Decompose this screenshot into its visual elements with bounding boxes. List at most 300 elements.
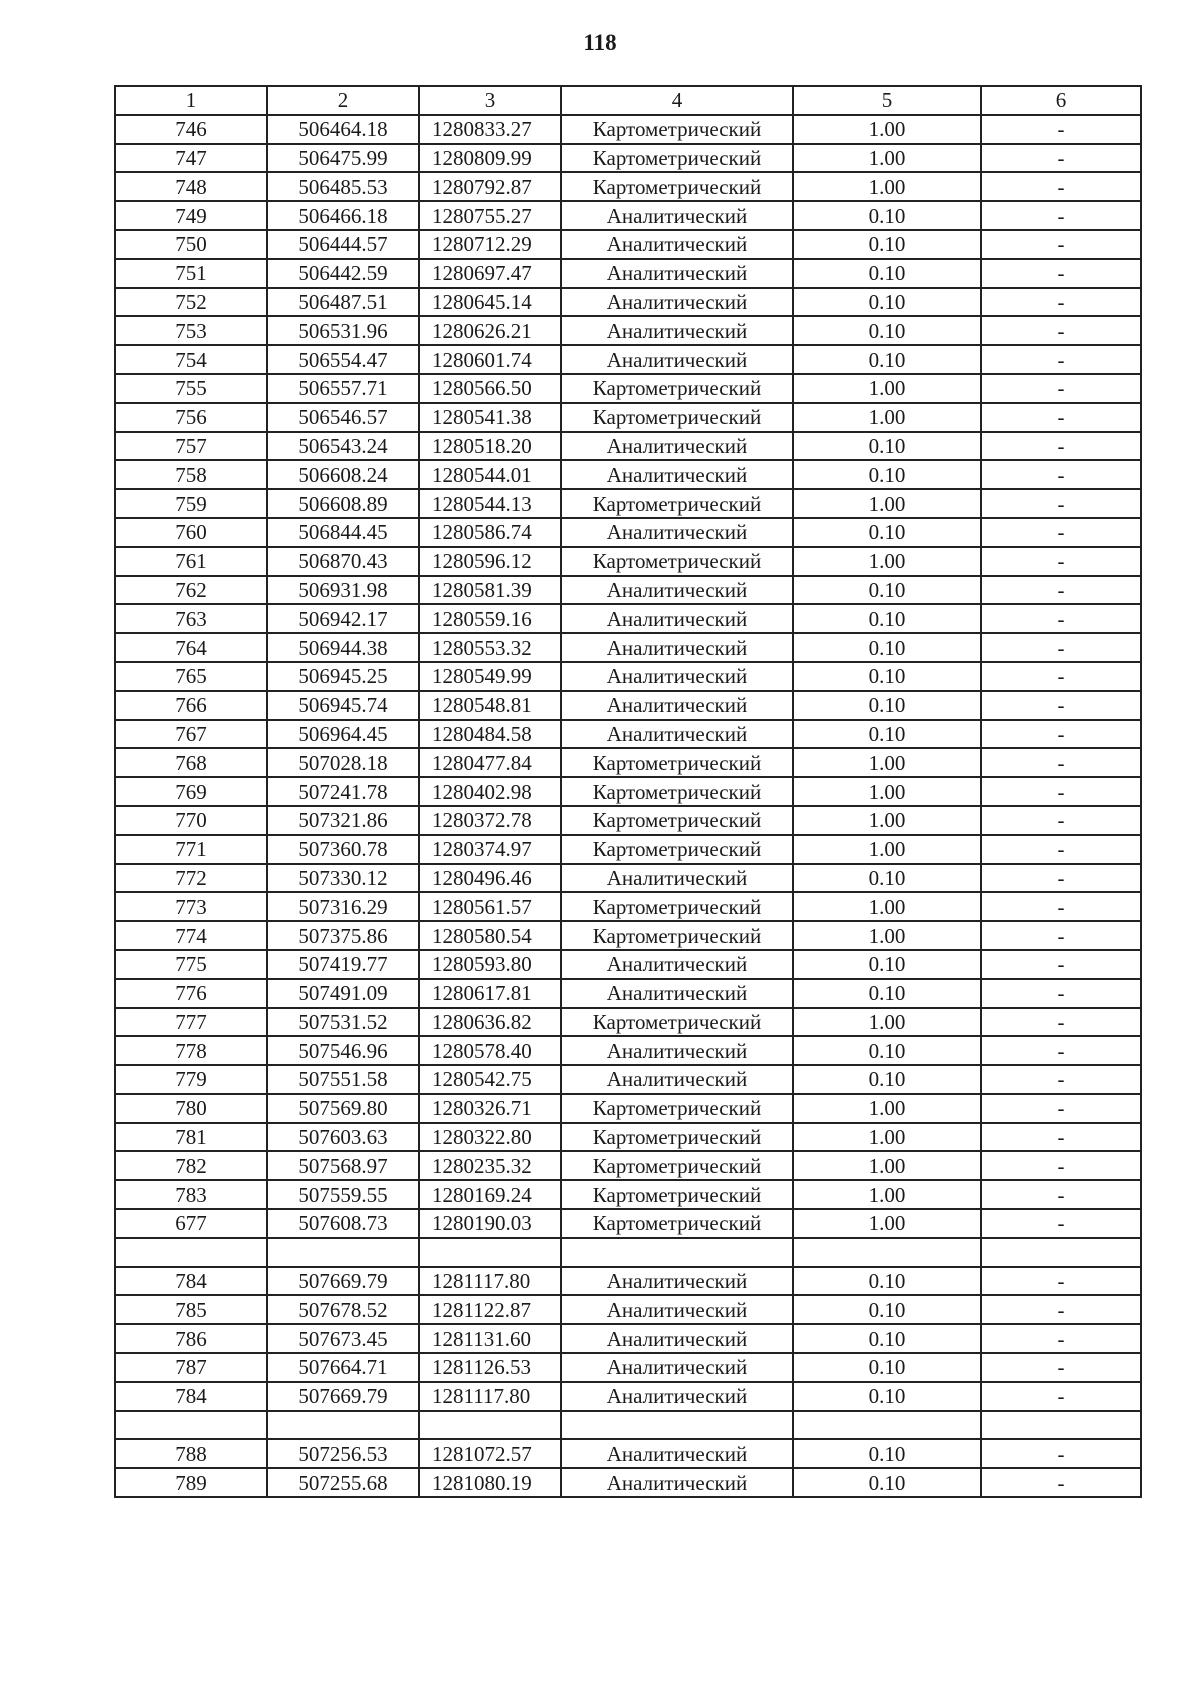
method-cell: Картометрический <box>561 1094 793 1123</box>
accuracy-cell: 1.00 <box>793 489 981 518</box>
accuracy-cell: 1.00 <box>793 547 981 576</box>
accuracy-cell: 1.00 <box>793 835 981 864</box>
table-row <box>115 1295 1141 1324</box>
method-cell: Аналитический <box>561 288 793 317</box>
x-coordinate-cell: 506945.25 <box>267 662 419 691</box>
method-cell: Аналитический <box>561 662 793 691</box>
method-cell: Картометрический <box>561 115 793 144</box>
table-row <box>115 403 1141 432</box>
accuracy-cell: 0.10 <box>793 662 981 691</box>
separator-row <box>115 1238 1141 1267</box>
x-coordinate-cell: 507360.78 <box>267 835 419 864</box>
description-cell: - <box>981 1324 1141 1353</box>
accuracy-cell: 0.10 <box>793 201 981 230</box>
x-coordinate-cell: 506870.43 <box>267 547 419 576</box>
y-coordinate-cell: 1280544.01 <box>419 460 561 489</box>
method-cell: Аналитический <box>561 950 793 979</box>
point-number-cell: 759 <box>115 489 267 518</box>
point-number-cell: 754 <box>115 345 267 374</box>
accuracy-cell: 0.10 <box>793 259 981 288</box>
method-cell: Картометрический <box>561 374 793 403</box>
description-cell: - <box>981 1382 1141 1411</box>
table-row <box>115 230 1141 259</box>
method-cell: Аналитический <box>561 720 793 749</box>
description-cell: - <box>981 230 1141 259</box>
method-cell: Аналитический <box>561 460 793 489</box>
page-number: 118 <box>583 30 617 55</box>
method-cell: Аналитический <box>561 345 793 374</box>
x-coordinate-cell: 507531.52 <box>267 1008 419 1037</box>
table-row <box>115 1008 1141 1037</box>
method-cell: Аналитический <box>561 201 793 230</box>
y-coordinate-cell <box>419 1411 561 1440</box>
point-number-cell <box>115 1238 267 1267</box>
accuracy-cell: 0.10 <box>793 720 981 749</box>
point-number-cell: 757 <box>115 432 267 461</box>
point-number-cell: 753 <box>115 316 267 345</box>
point-number-cell: 787 <box>115 1353 267 1382</box>
y-coordinate-cell: 1281126.53 <box>419 1353 561 1382</box>
y-coordinate-cell: 1280593.80 <box>419 950 561 979</box>
y-coordinate-cell: 1280581.39 <box>419 576 561 605</box>
description-cell: - <box>981 1151 1141 1180</box>
table-row <box>115 374 1141 403</box>
description-cell <box>981 1411 1141 1440</box>
method-cell: Аналитический <box>561 259 793 288</box>
coordinates-table <box>114 85 1142 1498</box>
table-row <box>115 864 1141 893</box>
x-coordinate-cell: 506608.24 <box>267 460 419 489</box>
description-cell: - <box>981 1468 1141 1497</box>
accuracy-cell: 1.00 <box>793 1180 981 1209</box>
description-cell: - <box>981 921 1141 950</box>
x-coordinate-cell: 506444.57 <box>267 230 419 259</box>
x-coordinate-cell: 506945.74 <box>267 691 419 720</box>
point-number-cell: 782 <box>115 1151 267 1180</box>
accuracy-cell: 1.00 <box>793 892 981 921</box>
table-row <box>115 259 1141 288</box>
y-coordinate-cell: 1280169.24 <box>419 1180 561 1209</box>
description-cell: - <box>981 460 1141 489</box>
y-coordinate-cell: 1280833.27 <box>419 115 561 144</box>
description-cell: - <box>981 806 1141 835</box>
method-cell: Аналитический <box>561 1036 793 1065</box>
method-cell: Картометрический <box>561 547 793 576</box>
column-header: 4 <box>561 86 793 115</box>
method-cell: Аналитический <box>561 1065 793 1094</box>
accuracy-cell: 1.00 <box>793 748 981 777</box>
description-cell: - <box>981 144 1141 173</box>
table-row <box>115 489 1141 518</box>
description-cell: - <box>981 288 1141 317</box>
x-coordinate-cell: 506931.98 <box>267 576 419 605</box>
y-coordinate-cell: 1280484.58 <box>419 720 561 749</box>
accuracy-cell: 1.00 <box>793 806 981 835</box>
table-row <box>115 1209 1141 1238</box>
description-cell: - <box>981 1180 1141 1209</box>
point-number-cell: 784 <box>115 1267 267 1296</box>
accuracy-cell <box>793 1238 981 1267</box>
point-number-cell: 766 <box>115 691 267 720</box>
description-cell: - <box>981 691 1141 720</box>
table-row <box>115 1065 1141 1094</box>
point-number-cell: 768 <box>115 748 267 777</box>
accuracy-cell: 0.10 <box>793 1267 981 1296</box>
point-number-cell: 771 <box>115 835 267 864</box>
description-cell: - <box>981 1036 1141 1065</box>
x-coordinate-cell: 507673.45 <box>267 1324 419 1353</box>
point-number-cell: 785 <box>115 1295 267 1324</box>
accuracy-cell: 1.00 <box>793 1094 981 1123</box>
y-coordinate-cell <box>419 1238 561 1267</box>
column-header: 6 <box>981 86 1141 115</box>
accuracy-cell: 1.00 <box>793 403 981 432</box>
x-coordinate-cell: 506466.18 <box>267 201 419 230</box>
x-coordinate-cell: 507603.63 <box>267 1123 419 1152</box>
description-cell: - <box>981 1094 1141 1123</box>
accuracy-cell: 0.10 <box>793 345 981 374</box>
description-cell: - <box>981 1065 1141 1094</box>
method-cell: Аналитический <box>561 1439 793 1468</box>
y-coordinate-cell: 1280549.99 <box>419 662 561 691</box>
x-coordinate-cell: 507568.97 <box>267 1151 419 1180</box>
column-header: 1 <box>115 86 267 115</box>
description-cell: - <box>981 1295 1141 1324</box>
y-coordinate-cell: 1280586.74 <box>419 518 561 547</box>
method-cell: Картометрический <box>561 1180 793 1209</box>
method-cell <box>561 1238 793 1267</box>
y-coordinate-cell: 1281072.57 <box>419 1439 561 1468</box>
y-coordinate-cell: 1280542.75 <box>419 1065 561 1094</box>
accuracy-cell: 0.10 <box>793 316 981 345</box>
table-body <box>115 115 1141 1497</box>
description-cell: - <box>981 316 1141 345</box>
column-header: 3 <box>419 86 561 115</box>
accuracy-cell: 0.10 <box>793 288 981 317</box>
description-cell: - <box>981 892 1141 921</box>
method-cell: Картометрический <box>561 921 793 950</box>
table-row <box>115 547 1141 576</box>
x-coordinate-cell: 506464.18 <box>267 115 419 144</box>
x-coordinate-cell: 507551.58 <box>267 1065 419 1094</box>
y-coordinate-cell: 1280712.29 <box>419 230 561 259</box>
y-coordinate-cell: 1280755.27 <box>419 201 561 230</box>
method-cell: Картометрический <box>561 403 793 432</box>
table-row <box>115 144 1141 173</box>
separator-row <box>115 1411 1141 1440</box>
table-row <box>115 288 1141 317</box>
table-row <box>115 748 1141 777</box>
point-number-cell: 776 <box>115 979 267 1008</box>
method-cell: Картометрический <box>561 1209 793 1238</box>
x-coordinate-cell: 506944.38 <box>267 633 419 662</box>
x-coordinate-cell: 507419.77 <box>267 950 419 979</box>
y-coordinate-cell: 1280477.84 <box>419 748 561 777</box>
y-coordinate-cell: 1280235.32 <box>419 1151 561 1180</box>
y-coordinate-cell: 1280792.87 <box>419 172 561 201</box>
description-cell: - <box>981 403 1141 432</box>
description-cell: - <box>981 979 1141 1008</box>
method-cell: Аналитический <box>561 518 793 547</box>
table-row <box>115 633 1141 662</box>
x-coordinate-cell: 506964.45 <box>267 720 419 749</box>
table-row <box>115 979 1141 1008</box>
point-number-cell: 770 <box>115 806 267 835</box>
point-number-cell: 784 <box>115 1382 267 1411</box>
accuracy-cell: 1.00 <box>793 115 981 144</box>
x-coordinate-cell: 506487.51 <box>267 288 419 317</box>
table-row <box>115 345 1141 374</box>
table-row <box>115 201 1141 230</box>
x-coordinate-cell: 506608.89 <box>267 489 419 518</box>
description-cell: - <box>981 1008 1141 1037</box>
accuracy-cell: 0.10 <box>793 576 981 605</box>
accuracy-cell: 0.10 <box>793 604 981 633</box>
y-coordinate-cell: 1280402.98 <box>419 777 561 806</box>
description-cell: - <box>981 576 1141 605</box>
description-cell: - <box>981 835 1141 864</box>
point-number-cell: 755 <box>115 374 267 403</box>
method-cell: Аналитический <box>561 864 793 893</box>
table-row <box>115 1353 1141 1382</box>
method-cell: Картометрический <box>561 1123 793 1152</box>
method-cell: Аналитический <box>561 979 793 1008</box>
accuracy-cell: 0.10 <box>793 1065 981 1094</box>
accuracy-cell: 1.00 <box>793 374 981 403</box>
table-row <box>115 806 1141 835</box>
method-cell: Картометрический <box>561 172 793 201</box>
x-coordinate-cell: 507491.09 <box>267 979 419 1008</box>
point-number-cell: 756 <box>115 403 267 432</box>
table-row <box>115 1382 1141 1411</box>
description-cell: - <box>981 374 1141 403</box>
y-coordinate-cell: 1280374.97 <box>419 835 561 864</box>
x-coordinate-cell: 506442.59 <box>267 259 419 288</box>
point-number-cell: 750 <box>115 230 267 259</box>
point-number-cell <box>115 1411 267 1440</box>
method-cell: Аналитический <box>561 604 793 633</box>
accuracy-cell: 0.10 <box>793 1324 981 1353</box>
description-cell: - <box>981 259 1141 288</box>
accuracy-cell: 0.10 <box>793 691 981 720</box>
y-coordinate-cell: 1281131.60 <box>419 1324 561 1353</box>
point-number-cell: 760 <box>115 518 267 547</box>
method-cell: Аналитический <box>561 1324 793 1353</box>
y-coordinate-cell: 1280617.81 <box>419 979 561 1008</box>
y-coordinate-cell: 1280601.74 <box>419 345 561 374</box>
point-number-cell: 778 <box>115 1036 267 1065</box>
y-coordinate-cell: 1280559.16 <box>419 604 561 633</box>
x-coordinate-cell: 507241.78 <box>267 777 419 806</box>
accuracy-cell: 1.00 <box>793 1008 981 1037</box>
description-cell: - <box>981 1439 1141 1468</box>
y-coordinate-cell: 1280697.47 <box>419 259 561 288</box>
point-number-cell: 762 <box>115 576 267 605</box>
x-coordinate-cell: 506942.17 <box>267 604 419 633</box>
accuracy-cell: 0.10 <box>793 1468 981 1497</box>
x-coordinate-cell <box>267 1238 419 1267</box>
point-number-cell: 763 <box>115 604 267 633</box>
table-row <box>115 115 1141 144</box>
x-coordinate-cell: 507375.86 <box>267 921 419 950</box>
table-row <box>115 1324 1141 1353</box>
table-row <box>115 1439 1141 1468</box>
table-row <box>115 1123 1141 1152</box>
x-coordinate-cell: 507255.68 <box>267 1468 419 1497</box>
method-cell: Аналитический <box>561 691 793 720</box>
point-number-cell: 772 <box>115 864 267 893</box>
y-coordinate-cell: 1280326.71 <box>419 1094 561 1123</box>
point-number-cell: 777 <box>115 1008 267 1037</box>
table-row <box>115 720 1141 749</box>
y-coordinate-cell: 1280541.38 <box>419 403 561 432</box>
y-coordinate-cell: 1281117.80 <box>419 1267 561 1296</box>
description-cell: - <box>981 720 1141 749</box>
table-row <box>115 835 1141 864</box>
method-cell: Картометрический <box>561 489 793 518</box>
method-cell: Картометрический <box>561 777 793 806</box>
x-coordinate-cell: 507316.29 <box>267 892 419 921</box>
point-number-cell: 749 <box>115 201 267 230</box>
point-number-cell: 781 <box>115 1123 267 1152</box>
x-coordinate-cell: 506844.45 <box>267 518 419 547</box>
y-coordinate-cell: 1280548.81 <box>419 691 561 720</box>
y-coordinate-cell: 1280190.03 <box>419 1209 561 1238</box>
accuracy-cell: 0.10 <box>793 230 981 259</box>
description-cell: - <box>981 489 1141 518</box>
description-cell: - <box>981 201 1141 230</box>
point-number-cell: 769 <box>115 777 267 806</box>
y-coordinate-cell: 1280809.99 <box>419 144 561 173</box>
y-coordinate-cell: 1281117.80 <box>419 1382 561 1411</box>
accuracy-cell: 1.00 <box>793 1151 981 1180</box>
method-cell: Картометрический <box>561 835 793 864</box>
x-coordinate-cell: 507608.73 <box>267 1209 419 1238</box>
method-cell: Аналитический <box>561 230 793 259</box>
point-number-cell: 764 <box>115 633 267 662</box>
table-row <box>115 460 1141 489</box>
table-row <box>115 1468 1141 1497</box>
description-cell: - <box>981 1353 1141 1382</box>
table-row <box>115 691 1141 720</box>
method-cell: Картометрический <box>561 144 793 173</box>
y-coordinate-cell: 1281122.87 <box>419 1295 561 1324</box>
description-cell: - <box>981 748 1141 777</box>
accuracy-cell: 0.10 <box>793 432 981 461</box>
point-number-cell: 761 <box>115 547 267 576</box>
y-coordinate-cell: 1280544.13 <box>419 489 561 518</box>
method-cell: Аналитический <box>561 1382 793 1411</box>
x-coordinate-cell: 506557.71 <box>267 374 419 403</box>
x-coordinate-cell: 506546.57 <box>267 403 419 432</box>
y-coordinate-cell: 1280553.32 <box>419 633 561 662</box>
x-coordinate-cell: 506554.47 <box>267 345 419 374</box>
method-cell: Аналитический <box>561 1295 793 1324</box>
accuracy-cell: 0.10 <box>793 633 981 662</box>
table-row <box>115 1036 1141 1065</box>
point-number-cell: 779 <box>115 1065 267 1094</box>
y-coordinate-cell: 1280645.14 <box>419 288 561 317</box>
method-cell: Картометрический <box>561 1151 793 1180</box>
description-cell: - <box>981 777 1141 806</box>
table-row <box>115 1267 1141 1296</box>
x-coordinate-cell: 506531.96 <box>267 316 419 345</box>
accuracy-cell: 1.00 <box>793 777 981 806</box>
point-number-cell: 747 <box>115 144 267 173</box>
point-number-cell: 788 <box>115 1439 267 1468</box>
y-coordinate-cell: 1280561.57 <box>419 892 561 921</box>
table-row <box>115 921 1141 950</box>
x-coordinate-cell: 507028.18 <box>267 748 419 777</box>
point-number-cell: 767 <box>115 720 267 749</box>
point-number-cell: 677 <box>115 1209 267 1238</box>
point-number-cell: 758 <box>115 460 267 489</box>
method-cell <box>561 1411 793 1440</box>
table-row <box>115 1094 1141 1123</box>
table-row <box>115 604 1141 633</box>
table-row <box>115 892 1141 921</box>
description-cell: - <box>981 172 1141 201</box>
x-coordinate-cell: 506475.99 <box>267 144 419 173</box>
point-number-cell: 746 <box>115 115 267 144</box>
table-row <box>115 576 1141 605</box>
x-coordinate-cell: 507669.79 <box>267 1267 419 1296</box>
table-row <box>115 1180 1141 1209</box>
y-coordinate-cell: 1280626.21 <box>419 316 561 345</box>
accuracy-cell: 1.00 <box>793 172 981 201</box>
description-cell <box>981 1238 1141 1267</box>
description-cell: - <box>981 864 1141 893</box>
y-coordinate-cell: 1280566.50 <box>419 374 561 403</box>
method-cell: Аналитический <box>561 1468 793 1497</box>
accuracy-cell: 0.10 <box>793 979 981 1008</box>
x-coordinate-cell: 506485.53 <box>267 172 419 201</box>
table-row <box>115 1151 1141 1180</box>
accuracy-cell: 0.10 <box>793 1382 981 1411</box>
description-cell: - <box>981 1209 1141 1238</box>
table-header-row <box>115 86 1141 115</box>
description-cell: - <box>981 950 1141 979</box>
y-coordinate-cell: 1280578.40 <box>419 1036 561 1065</box>
x-coordinate-cell: 507569.80 <box>267 1094 419 1123</box>
accuracy-cell: 0.10 <box>793 1036 981 1065</box>
accuracy-cell: 0.10 <box>793 1439 981 1468</box>
point-number-cell: 748 <box>115 172 267 201</box>
description-cell: - <box>981 1267 1141 1296</box>
accuracy-cell: 1.00 <box>793 1123 981 1152</box>
method-cell: Аналитический <box>561 316 793 345</box>
x-coordinate-cell: 506543.24 <box>267 432 419 461</box>
description-cell: - <box>981 604 1141 633</box>
method-cell: Картометрический <box>561 748 793 777</box>
point-number-cell: 775 <box>115 950 267 979</box>
point-number-cell: 783 <box>115 1180 267 1209</box>
method-cell: Картометрический <box>561 892 793 921</box>
y-coordinate-cell: 1281080.19 <box>419 1468 561 1497</box>
description-cell: - <box>981 518 1141 547</box>
accuracy-cell: 1.00 <box>793 144 981 173</box>
method-cell: Аналитический <box>561 432 793 461</box>
method-cell: Аналитический <box>561 1267 793 1296</box>
accuracy-cell: 0.10 <box>793 950 981 979</box>
table-row <box>115 316 1141 345</box>
point-number-cell: 774 <box>115 921 267 950</box>
accuracy-cell: 0.10 <box>793 1295 981 1324</box>
x-coordinate-cell: 507256.53 <box>267 1439 419 1468</box>
y-coordinate-cell: 1280636.82 <box>419 1008 561 1037</box>
accuracy-cell: 1.00 <box>793 1209 981 1238</box>
description-cell: - <box>981 633 1141 662</box>
